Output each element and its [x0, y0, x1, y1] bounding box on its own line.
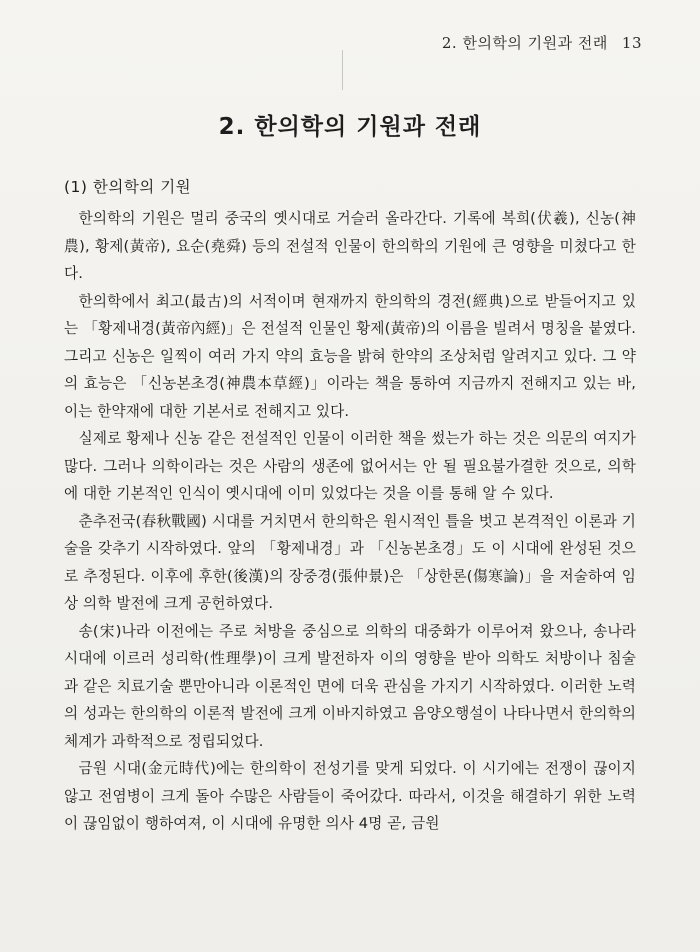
paragraph-5: 송(宋)나라 이전에는 주로 처방을 중심으로 의학의 대중화가 이루어져 왔으나, 송나라 시대에 이르러 성리학(性理學)이 크게 발전하자 이의 영향을 받아 의학도 처방이나 침술과 같은 치료기술 뿐만아니라 이론적인 면에 더욱 관심을 가지기 시작하였다. 이러한 노력의 성과는 한의학의 이론적 발전에 크게 이바지하였고 음양오행설이 나타나면서 한의학의 체계가 과학적으로 정립되었다.	[64, 622, 636, 750]
running-header-title: 2. 한의학의 기원과 전래	[441, 34, 608, 52]
paragraph-4: 춘추전국(春秋戰國) 시대를 거치면서 한의학은 원시적인 틀을 벗고 본격적인 이론과 기술을 갖추기 시작하였다. 앞의 「황제내경」과 「신농본초경」도 이 시대에 완성된 것으로 추정된다. 이후에 후한(後漢)의 장중경(張仲景)은 「상한론(傷寒論)」을 저술하여 임상 의학 발전에 크게 공헌하였다.	[64, 512, 636, 612]
paragraph-1: 한의학의 기원은 멀리 중국의 옛시대로 거슬러 올라간다. 기록에 복희(伏羲), 신농(神農), 황제(黃帝), 요순(堯舜) 등의 전설적 인물이 한의학의 기원에 큰 영향을 미쳤다고 한다.	[64, 210, 636, 282]
page-crease-line	[342, 50, 343, 90]
section-title: (1) 한의학의 기원	[64, 178, 192, 196]
chapter-title: 2. 한의학의 기원과 전래	[218, 114, 482, 140]
paragraph-6: 금원 시대(金元時代)에는 한의학이 전성기를 맞게 되었다. 이 시기에는 전쟁이 끊이지 않고 전염병이 크게 돌아 수많은 사람들이 죽어갔다. 따라서, 이것을 해결하기 위한 노력이 끊임없이 행하여져, 이 시대에 유명한 의사 4명 곧, 금원	[64, 760, 636, 832]
running-header	[442, 32, 642, 53]
page-number: 13	[621, 34, 642, 52]
body-text	[64, 205, 636, 838]
paragraph-2: 한의학에서 최고(最古)의 서적이며 현재까지 한의학의 경전(經典)으로 받들어지고 있는 「황제내경(黃帝內經)」은 전설적 인물인 황제(黃帝)의 이름을 빌려서 명칭을 붙였다. 그리고 신농은 일찍이 여러 가지 약의 효능을 밝혀 한약의 조상처럼 알려지고 있다. 그 약의 효능은 「신농본초경(神農本草經)」이라는 책을 통하여 지금까지 전해지고 있는 바, 이는 한약재에 대한 기본서로 전해지고 있다.	[64, 292, 636, 420]
paragraph-3: 실제로 황제나 신농 같은 전설적인 인물이 이러한 책을 썼는가 하는 것은 의문의 여지가 많다. 그러나 의학이라는 것은 사람의 생존에 없어서는 안 될 필요불가결한 것으로, 의학에 대한 기본적인 인식이 옛시대에 이미 있었다는 것을 이를 통해 알 수 있다.	[64, 430, 636, 502]
